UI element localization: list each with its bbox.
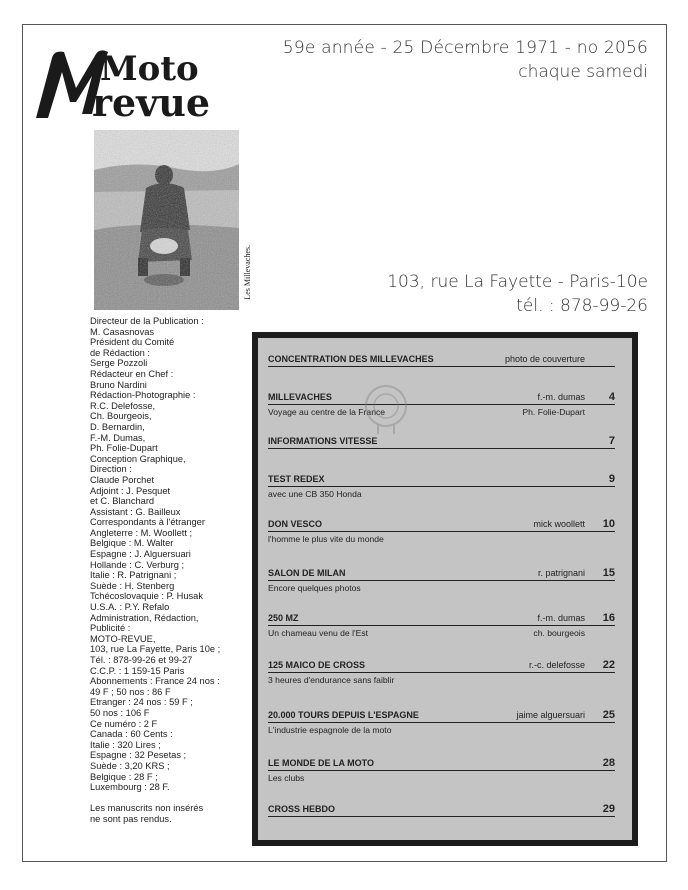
toc-page-number: 16 [602,612,615,624]
staff-line: Administration, Rédaction, [90,612,199,623]
staff-line: et C. Blanchard [90,496,155,507]
staff-lines [90,316,240,793]
moto-revue-logo [30,34,240,124]
toc-subtitle: Un chameau venu de l'Est [268,628,369,638]
street-address: 103, rue La Fayette - Paris-10e [387,272,648,292]
toc-page-number: 28 [602,757,615,769]
toc-entry-head [268,354,615,365]
staff-line: Bruno Nardini [90,379,147,390]
toc-sub-line [268,489,615,500]
toc-page-number: 9 [608,473,615,485]
toc-rule [268,531,615,532]
toc-entry-head [268,392,615,403]
toc-page-number: 25 [602,709,615,721]
staff-line: M. Casasnovas [90,326,155,337]
frequency-line: chaque samedi [518,62,648,82]
manuscript-note [90,803,240,825]
logo-text-revue: revue [92,80,211,124]
toc-rule [268,672,615,673]
staff-line: Assistant : G. Bailleux [90,506,181,517]
staff-line: Publicité : [90,623,131,634]
toc-author: r.-c. delefosse [528,660,585,670]
staff-line: Canada : 60 Cents : [90,729,173,740]
toc-title: DON VESCO [268,519,323,529]
staff-line: Belgique : M. Walter [90,538,174,549]
staff-line: Espagne : J. Alguersuari [90,549,191,560]
staff-line: F.-M. Dumas, [90,432,146,443]
toc-entry-head [268,519,615,530]
toc-page-number: 22 [602,659,615,671]
staff-line: Tchécoslovaquie : P. Husak [90,591,204,602]
photo-credit: Les Millevaches. [243,245,252,300]
staff-line: 49 F ; 50 nos : 86 F [90,686,171,697]
staff-line: Correspondants à l'étranger [90,517,205,528]
staff-line: Hollande : C. Verburg ; [90,559,185,570]
masthead-info [283,38,648,82]
toc-entry[interactable] [268,436,615,449]
toc-page-number: 4 [608,391,615,403]
staff-line: Suède : H. Stenberg [90,580,175,591]
toc-title: 250 MZ [268,613,299,623]
toc-title: INFORMATIONS VITESSE [268,436,378,446]
staff-line: Conception Graphique, [90,453,186,464]
staff-line: Etranger : 24 nos : 59 F ; [90,697,193,708]
staff-line: Italie : R. Patrignani ; [90,570,177,581]
cover-photo [94,130,239,310]
staff-line: Tél. : 878-99-26 et 99-27 [90,655,193,665]
toc-rule [268,486,615,487]
toc-entry[interactable] [268,613,615,639]
toc-sub-line [268,725,615,736]
toc-page-number: 7 [608,435,615,447]
toc-entry-head [268,613,615,624]
toc-sub-line [268,534,615,545]
toc-title: 125 MAICO DE CROSS [268,660,366,670]
toc-author: photo de couverture [504,354,585,364]
toc-rule [268,770,615,771]
toc-entry[interactable] [268,804,615,817]
staff-credits [90,316,240,825]
toc-title: CROSS HEBDO [268,804,336,814]
staff-line: Directeur de la Publication : [90,316,204,326]
toc-author: jaime alguersuari [516,710,585,720]
toc-entry-head [268,710,615,721]
toc-subtitle: L'industrie espagnole de la moto [268,725,392,735]
toc-entry-head [268,758,615,769]
phone-number: tél. : 878-99-26 [516,296,648,316]
staff-line: Claude Porchet [90,474,155,485]
address-block [387,272,648,320]
toc-sub-line [268,773,615,784]
toc-title: LE MONDE DE LA MOTO [268,758,375,768]
staff-line: Angleterre : M. Woollett ; [90,527,193,538]
toc-page-number: 15 [602,567,615,579]
toc-author: f.-m. dumas [537,613,585,623]
toc-page-number: 10 [602,518,615,530]
staff-line: 50 nos : 106 F [90,707,150,718]
toc-author: mick woollett [533,519,585,529]
staff-line: Ph. Folie-Dupart [90,443,158,454]
toc-second-author: Ph. Folie-Dupart [522,407,585,417]
toc-entry[interactable] [268,519,615,545]
toc-entry[interactable] [268,568,615,594]
staff-line: Luxembourg : 28 F. [90,782,170,793]
staff-line: Ch. Bourgeois, [90,411,152,422]
staff-line: Rédaction-Photographie : [90,390,196,401]
staff-line: Rédacteur en Chef : [90,368,174,379]
toc-entry-head [268,660,615,671]
toc-author: r. patrignani [537,568,585,578]
issue-line: 59e année - 25 Décembre 1971 - no 2056 [282,38,648,58]
staff-line: Président du Comité [90,337,175,348]
toc-sub-line [268,628,615,639]
toc-rule [268,580,615,581]
note-line: ne sont pas rendus. [90,813,172,824]
toc-title: TEST REDEX [268,474,325,484]
toc-subtitle: Voyage au centre de la France [268,407,386,417]
toc-entry[interactable] [268,660,615,686]
toc-subtitle: avec une CB 350 Honda [268,489,362,499]
toc-entry-head [268,436,615,447]
toc-subtitle: Encore quelques photos [268,583,361,593]
toc-rule [268,448,615,449]
staff-line: U.S.A. : P.Y. Refalo [90,602,170,613]
toc-title: SALON DE MILAN [268,568,346,578]
toc-subtitle: 3 heures d'endurance sans faiblir [268,675,395,685]
logo-text-moto: Moto [100,49,199,89]
staff-line: R.C. Delefosse, [90,400,156,411]
toc-rule [268,816,615,817]
staff-line: Ce numéro : 2 F [90,718,158,729]
toc-rule [268,366,615,367]
toc-entry[interactable] [268,392,615,418]
toc-author: f.-m. dumas [537,392,585,402]
staff-line: Serge Pozzoli [90,358,148,369]
toc-page-number: 29 [602,803,615,815]
toc-entry[interactable] [268,474,615,500]
toc-entry-head [268,568,615,579]
toc-entry[interactable] [268,758,615,784]
toc-title: CONCENTRATION DES MILLEVACHES [268,354,434,364]
staff-line: de Rédaction : [90,347,150,358]
staff-line: Belgique : 28 F ; [90,771,158,782]
toc-entry[interactable] [268,710,615,736]
staff-line: Suède : 3,20 KRS ; [90,760,170,771]
watermark-logo [358,380,414,436]
toc-entry[interactable] [268,354,615,367]
toc-title: 20.000 TOURS DEPUIS L'ESPAGNE [268,710,419,720]
staff-line: Abonnements : France 24 nos : [90,676,220,687]
toc-rule [268,404,615,405]
staff-line: Adjoint : J. Pesquet [90,485,171,496]
toc-entry-head [268,804,615,815]
staff-line: 103, rue La Fayette, Paris 10e ; [90,644,221,655]
staff-line: Espagne : 32 Pesetas ; [90,750,187,761]
toc-title: MILLEVACHES [268,392,332,402]
toc-entry-head [268,474,615,485]
staff-line: C.C.P. : 1 159-15 Paris [90,665,185,676]
toc-second-author: ch. bourgeois [533,628,585,638]
toc-sub-line [268,583,615,594]
toc-subtitle: l'homme le plus vite du monde [268,534,384,544]
staff-line: MOTO-REVUE, [90,633,156,644]
staff-line: D. Bernardin, [90,421,145,432]
toc-rule [268,722,615,723]
staff-line: Italie : 320 Lires ; [90,739,161,750]
toc-sub-line [268,675,615,686]
toc-rule [268,625,615,626]
staff-line: Direction : [90,464,132,475]
toc-sub-line [268,407,615,418]
note-line: Les manuscrits non insérés [90,802,204,813]
toc-subtitle: Les clubs [268,773,305,783]
